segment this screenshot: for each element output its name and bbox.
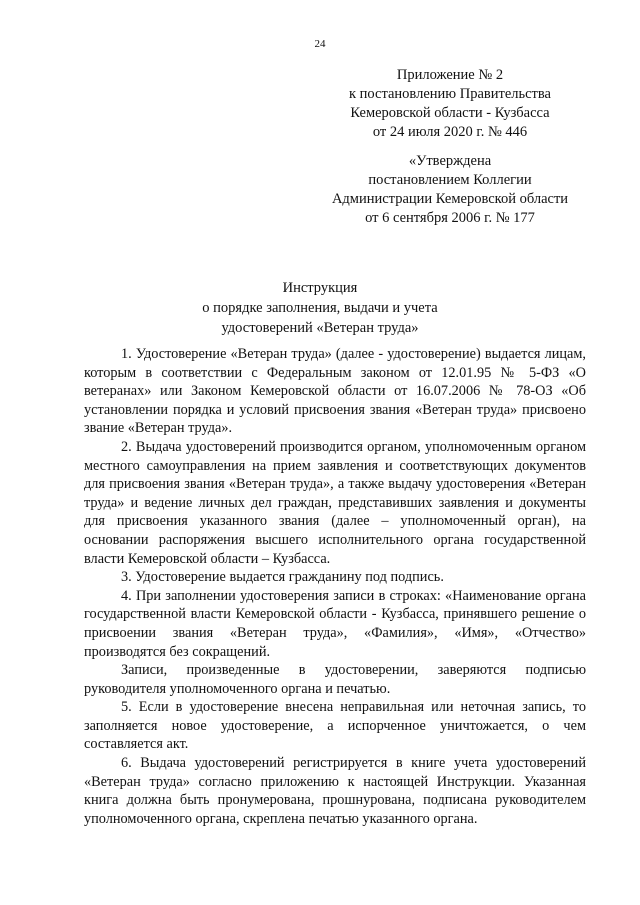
paragraph: Записи, произведенные в удостоверении, заверяются подписью руководителя уполномоченного органа и печатью.	[84, 662, 586, 697]
title-line: Инструкция	[282, 280, 358, 296]
document-title	[0, 278, 640, 338]
page-number: 24	[314, 38, 326, 50]
approval-line: постановлением Коллегии	[368, 172, 532, 188]
appendix-line: к постановлению Правительства	[349, 86, 551, 102]
paragraph: 3. Удостоверение выдается гражданину под подпись.	[121, 569, 444, 586]
paragraph: 5. Если в удостоверение внесена неправильная или неточная запись, то заполняется новое удостоверение, а испорченное уничтожается, о чем составляется акт.	[84, 699, 586, 753]
appendix-header	[300, 66, 600, 142]
approval-line: «Утверждена	[408, 153, 492, 169]
appendix-line: от 24 июля 2020 г. № 446	[372, 124, 528, 140]
appendix-line: Кемеровской области - Кузбасса	[350, 105, 550, 121]
approval-header	[300, 152, 600, 228]
appendix-line: Приложение № 2	[396, 67, 504, 83]
paragraph: 6. Выдача удостоверений регистрируется в книге учета удостоверений «Ветеран труда» согласно приложению к настоящей Инструкции. Указанная книга должна быть пронумерована, прошнурована, подписана руководителем уполномоченного органа, скреплена печатью указанного органа.	[84, 755, 586, 827]
title-line: о порядке заполнения, выдачи и учета	[202, 300, 438, 316]
paragraph: 2. Выдача удостоверений производится органом, уполномоченным органом местного самоуправления на прием заявления и соответствующих документов для присвоения звания «Ветеран труда», а также выдачу удостоверения «Ветеран труда» и ведение личных дел граждан, представивших заявления и документы для присвоения указанного звания (далее – уполномоченный орган), на основании распоряжения высшего исполнительного органа государственной власти Кемеровской области – Кузбасса.	[84, 438, 586, 567]
title-line: удостоверений «Ветеран труда»	[221, 320, 419, 336]
approval-line: Администрации Кемеровской области	[331, 191, 569, 207]
instruction-body	[84, 345, 586, 828]
paragraph: 1. Удостоверение «Ветеран труда» (далее - удостоверение) выдается лицам, которым в соответствии с Федеральным законом от 12.01.95 № 5-ФЗ «О ветеранах» или Законом Кемеровской области от 16.07.2006 № 78-ОЗ «Об установлении порядка и условий присвоения звания «Ветеран труда» присвоено звание «Ветеран труда».	[84, 346, 586, 437]
paragraph: 4. При заполнении удостоверения записи в строках: «Наименование органа государственной власти Кемеровской области - Кузбасса, принявшего решение о присвоении звания «Ветеран труда», «Фамилия», «Имя», «Отчество» производятся без сокращений.	[84, 587, 586, 660]
approval-line: от 6 сентября 2006 г. № 177	[365, 210, 535, 226]
